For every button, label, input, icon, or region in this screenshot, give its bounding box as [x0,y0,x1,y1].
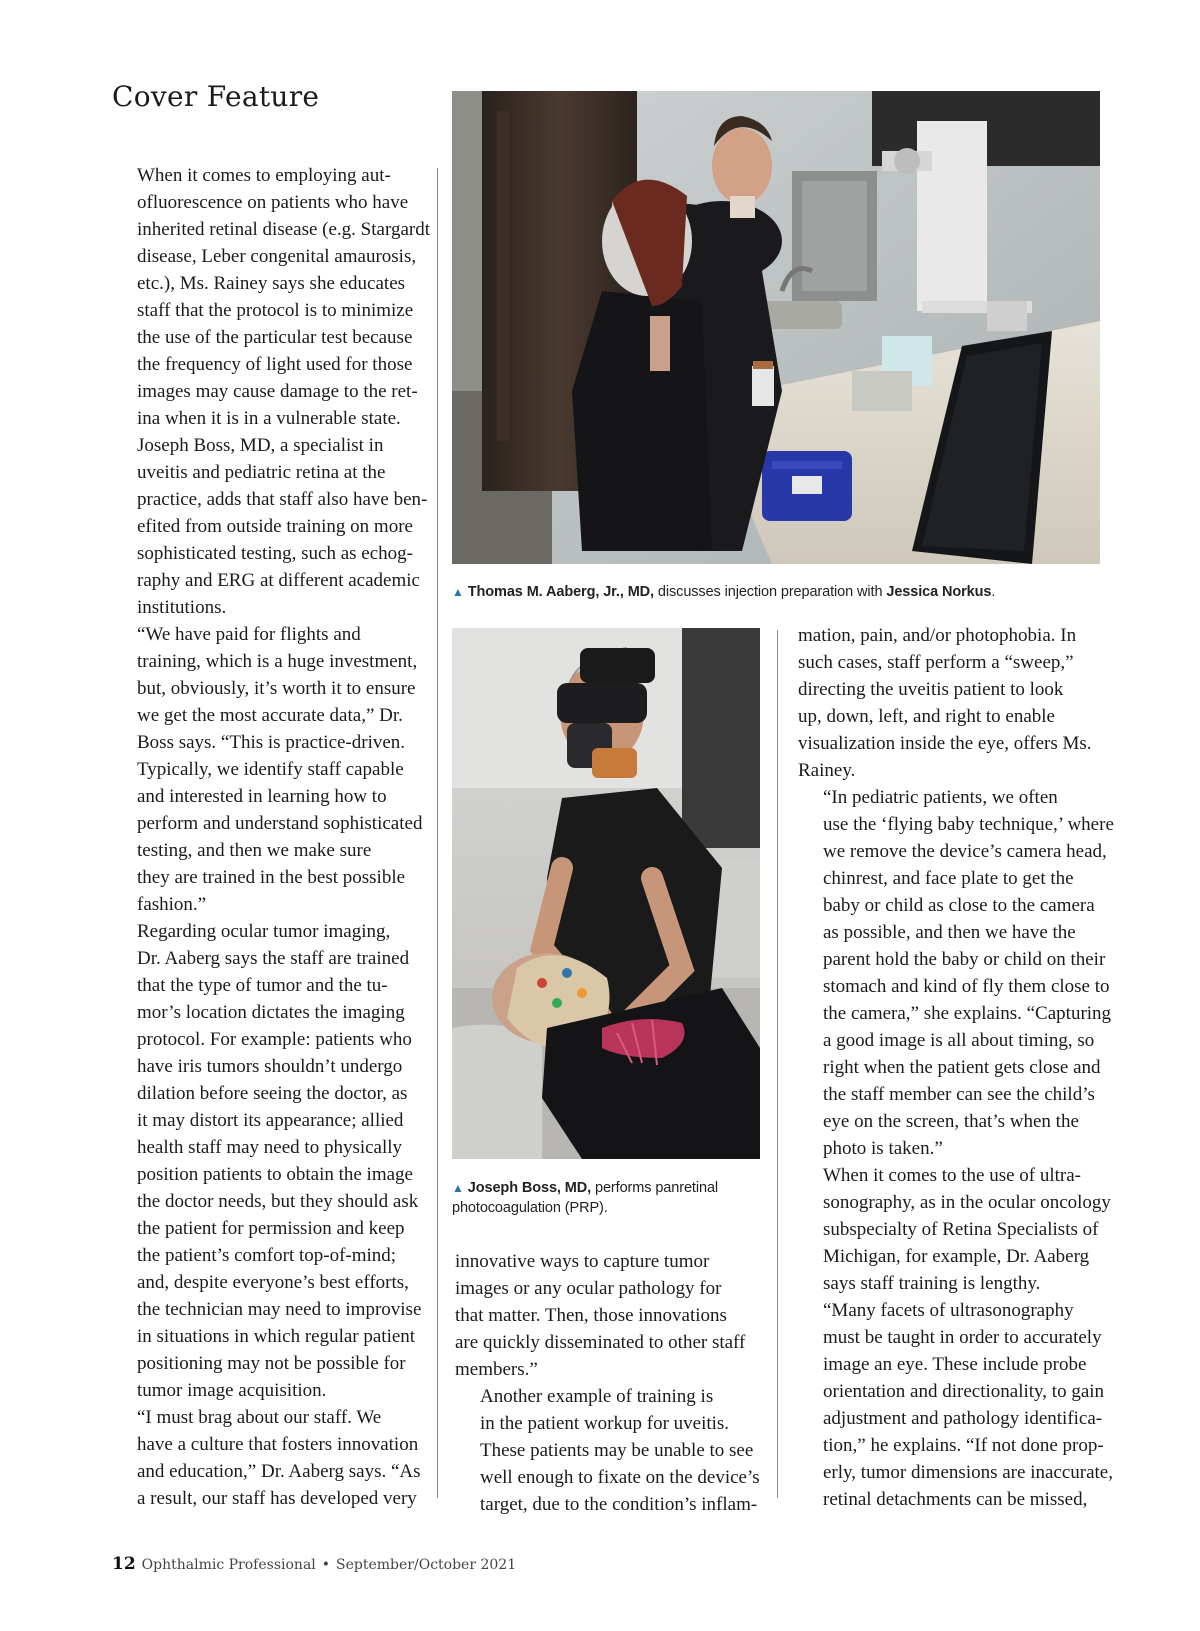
paragraph [798,622,1108,784]
text-line: use the ‘flying baby technique,’ where [823,814,1114,835]
text-line: and education,” Dr. Aaberg says. “As [137,1461,421,1482]
paragraph [112,1404,421,1512]
text-line: subspecialty of Retina Specialists of [823,1219,1099,1240]
paragraph [798,1297,1113,1513]
text-line: as possible, and then we have the [823,922,1076,943]
text-line: are quickly disseminated to other staff [455,1332,746,1353]
text-line: mor’s location dictates the imaging [137,1002,405,1023]
text-line: health staff may need to physically [137,1137,403,1158]
text-line: chinrest, and face plate to get the [823,868,1074,889]
paragraph [455,1383,765,1518]
text-line: tumor image acquisition. [137,1380,327,1401]
text-line: says staff training is lengthy. [823,1273,1041,1294]
text-line: the staff member can see the child’s [823,1084,1095,1105]
text-line: “I must brag about our staff. We [137,1407,382,1428]
paragraph [112,432,428,621]
text-line: adjustment and pathology identifica- [823,1408,1103,1429]
text-line: well enough to fixate on the device’s [480,1467,760,1488]
text-line: image an eye. These include probe [823,1354,1087,1375]
photo-illustration-exam-room [452,91,1100,564]
text-line: fashion.” [137,894,207,915]
text-line: target, due to the condition’s inflam- [480,1494,758,1515]
text-line: images may cause damage to the ret- [137,381,418,402]
text-line: and interested in learning how to [137,786,387,807]
text-line: staff that the protocol is to minimize [137,300,414,321]
text-line: have iris tumors shouldn’t undergo [137,1056,403,1077]
text-line: ofluorescence on patients who have [137,192,409,213]
caption-bottom-photo: ▲ Joseph Boss, MD, performs panretinal photocoagulation (PRP). [452,1180,719,1216]
text-line: that the type of tumor and the tu- [137,975,388,996]
text-line: erly, tumor dimensions are inaccurate, [823,1462,1113,1483]
text-line: eye on the screen, that’s when the [823,1111,1079,1132]
paragraph [455,1248,765,1383]
text-line: in the patient workup for uveitis. [480,1413,730,1434]
text-line: ina when it is in a vulnerable state. [137,408,401,429]
text-line: retinal detachments can be missed, [823,1489,1088,1510]
text-line: Typically, we identify staff capable [137,759,404,780]
column-rule-left [437,168,438,1498]
page-footer [112,1554,516,1574]
text-line: etc.), Ms. Rainey says she educates [137,273,406,294]
text-line: the use of the particular test because [137,327,413,348]
paragraph [112,162,430,432]
caption-top-photo: ▲ Thomas M. Aaberg, Jr., MD, discusses injection preparation with Jessica Norkus. [452,584,996,600]
text-line: tion,” he explains. “If not done prop- [823,1435,1104,1456]
text-line: orientation and directionality, to gain [823,1381,1105,1402]
text-line: training, which is a huge investment, [137,651,418,672]
body-column-middle [455,1248,765,1518]
body-column-left [112,162,430,1512]
text-line: images or any ocular pathology for [455,1278,722,1299]
text-line: must be taught in order to accurately [823,1327,1102,1348]
text-line: These patients may be unable to see [480,1440,754,1461]
text-line: sophisticated testing, such as echog- [137,543,413,564]
text-line: Another example of training is [480,1386,714,1407]
text-line: baby or child as close to the camera [823,895,1095,916]
photo-panretinal-photocoagulation [452,628,760,1159]
text-line: Joseph Boss, MD, a specialist in [137,435,384,456]
text-line: position patients to obtain the image [137,1164,413,1185]
text-line: right when the patient gets close and [823,1057,1101,1078]
text-line: they are trained in the best possible [137,867,406,888]
text-line: “Many facets of ultrasonography [823,1300,1074,1321]
text-line: mation, pain, and/or photophobia. In [798,625,1077,646]
text-line: have a culture that fosters innovation [137,1434,419,1455]
text-line: sonography, as in the ocular oncology [823,1192,1111,1213]
text-line: visualization inside the eye, offers Ms. [798,733,1092,754]
text-line: in situations in which regular patient [137,1326,416,1347]
text-line: directing the uveitis patient to look [798,679,1064,700]
text-line: photo is taken.” [823,1138,943,1159]
text-line: Dr. Aaberg says the staff are trained [137,948,410,969]
text-line: such cases, staff perform a “sweep,” [798,652,1074,673]
page-number: 12 [112,1554,136,1574]
text-line: we get the most accurate data,” Dr. [137,705,403,726]
text-line: Rainey. [798,760,856,781]
text-line: stomach and kind of fly them close to [823,976,1110,997]
text-line: a good image is all about timing, so [823,1030,1095,1051]
text-line: practice, adds that staff also have ben- [137,489,428,510]
text-line: disease, Leber congenital amaurosis, [137,246,417,267]
text-line: raphy and ERG at different academic [137,570,420,591]
text-line: the doctor needs, but they should ask [137,1191,419,1212]
paragraph [798,1162,1111,1297]
text-line: up, down, left, and right to enable [798,706,1055,727]
text-line: testing, and then we make sure [137,840,372,861]
text-line: the frequency of light used for those [137,354,413,375]
photo-injection-preparation [452,91,1100,564]
caption-marker-icon: ▲ [452,1181,464,1195]
text-line: the patient’s comfort top-of-mind; [137,1245,397,1266]
paragraph [112,918,422,1404]
text-line: a result, our staff has developed very [137,1488,417,1509]
text-line: dilation before seeing the doctor, as [137,1083,408,1104]
text-line: Regarding ocular tumor imaging, [137,921,391,942]
footer-separator: • [321,1557,331,1573]
text-line: it may distort its appearance; allied [137,1110,404,1131]
paragraph [798,784,1114,1162]
issue-date: September/October 2021 [336,1557,517,1573]
text-line: innovative ways to capture tumor [455,1251,710,1272]
text-line: Boss says. “This is practice-driven. [137,732,406,753]
text-line: the patient for permission and keep [137,1218,405,1239]
text-line: the camera,” she explains. “Capturing [823,1003,1112,1024]
text-line: efited from outside training on more [137,516,413,537]
text-line: uveitis and pediatric retina at the [137,462,386,483]
text-line: perform and understand sophisticated [137,813,423,834]
publication-name: Ophthalmic Professional [141,1557,316,1573]
text-line: “We have paid for flights and [137,624,361,645]
text-line: that matter. Then, those innovations [455,1305,727,1326]
text-line: institutions. [137,597,227,618]
text-line: members.” [455,1359,538,1380]
paragraph [112,621,423,918]
caption-marker-icon: ▲ [452,585,464,599]
text-line: parent hold the baby or child on their [823,949,1106,970]
photo-illustration-prp-procedure [452,628,760,1159]
text-line: but, obviously, it’s worth it to ensure [137,678,416,699]
text-line: inherited retinal disease (e.g. Stargardt [137,219,430,240]
column-rule-right [777,630,778,1498]
text-line: When it comes to the use of ultra- [823,1165,1082,1186]
text-line: “In pediatric patients, we often [823,787,1058,808]
text-line: we remove the device’s camera head, [823,841,1107,862]
section-title: Cover Feature [112,80,320,113]
body-column-right [798,622,1114,1513]
text-line: and, despite everyone’s best efforts, [137,1272,409,1293]
text-line: Michigan, for example, Dr. Aaberg [823,1246,1090,1267]
text-line: When it comes to employing aut- [137,165,391,186]
text-line: positioning may not be possible for [137,1353,406,1374]
text-line: protocol. For example: patients who [137,1029,412,1050]
text-line: the technician may need to improvise [137,1299,422,1320]
